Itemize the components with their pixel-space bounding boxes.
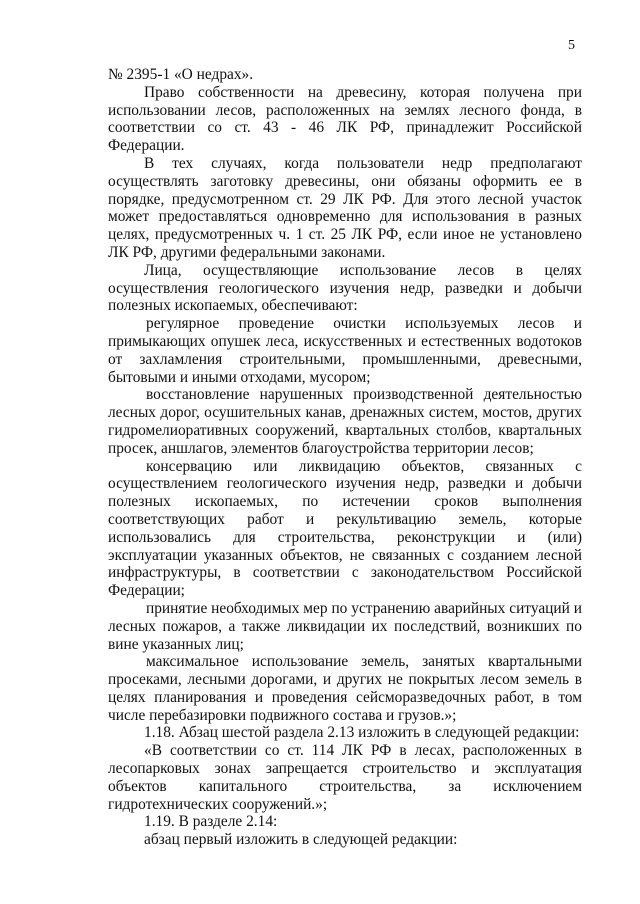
paragraph-first-paragraph-edit: абзац первый изложить в следующей редакции:: [144, 831, 458, 849]
paragraph-cleaning: регулярное проведение очистки используемых лесов и примыкающих опушек леса, искусственных и естественных водотоков от захламления строительными, промышленными, древесными, бытовыми и иными отходами, мусором;: [108, 315, 582, 386]
page-number: 5: [568, 38, 575, 53]
paragraph-land-use: максимальное использование земель, занятых квартальными просеками, лесными дорогами, и других не покрытых лесом земель в целях планирования и проведения сейсморазведочных работ, в том числе перебазировки подвижного состава и грузов.»;: [108, 653, 582, 724]
paragraph-item-1-18: 1.18. Абзац шестой раздела 2.13 изложить в следующей редакции:: [144, 724, 580, 742]
paragraph-item-1-19: 1.19. В разделе 2.14:: [144, 813, 278, 831]
paragraph-obligations-intro: Лица, осуществляющие использование лесов в целях осуществления геологического изучения недр, разведки и добычи полезных ископаемых, обеспечивают:: [108, 261, 582, 315]
paragraph-emergency-measures: принятие необходимых мер по устранению аварийных ситуаций и лесных пожаров, а также ликвидации их последствий, возникших по вине указанных лиц;: [108, 599, 582, 653]
paragraph-quoted-amendment: «В соответствии со ст. 114 ЛК РФ в лесах, расположенных в лесопарковых зонах запрещается строительство и эксплуатация объектов капитального строительства, за исключением гидротехнических сооружений.»;: [108, 742, 582, 813]
paragraph-law-reference: № 2395-1 «О недрах».: [108, 66, 254, 83]
paragraph-wood-harvesting: В тех случаях, когда пользователи недр предполагают осуществлять заготовку древесины, они обязаны оформить ее в порядке, предусмотренном ст. 29 ЛК РФ. Для этого лесной участок может предоставляться одновременно для использования в разных целях, предусмотренных ч. 1 ст. 25 ЛК РФ, если иное не установлено ЛК РФ, другими федеральными законами.: [108, 154, 582, 261]
paragraph-restoration: восстановление нарушенных производственной деятельностью лесных дорог, осушительных канав, дренажных систем, мостов, других гидромелиоративных сооружений, квартальных столбов, квартальных просек, аншлагов, элементов благоустройства территории лесов;: [108, 386, 582, 457]
paragraph-wood-ownership: Право собственности на древесину, которая получена при использовании лесов, расположенных на землях лесного фонда, в соответствии со ст. 43 - 46 ЛК РФ, принадлежит Российской Федерации.: [108, 83, 582, 155]
paragraph-conservation: консервацию или ликвидацию объектов, связанных с осуществлением геологического изучения недр, разведки и добычи полезных ископаемых, по истечении сроков выполнения соответствующих работ и рекультивацию земель, которые использовались для строительства, реконструкции и (или) эксплуатации указанных объектов, не связанных с созданием лесной инфраструктуры, в соответствии с законодательством Российской Федерации;: [108, 457, 582, 600]
document-body: [108, 66, 582, 849]
